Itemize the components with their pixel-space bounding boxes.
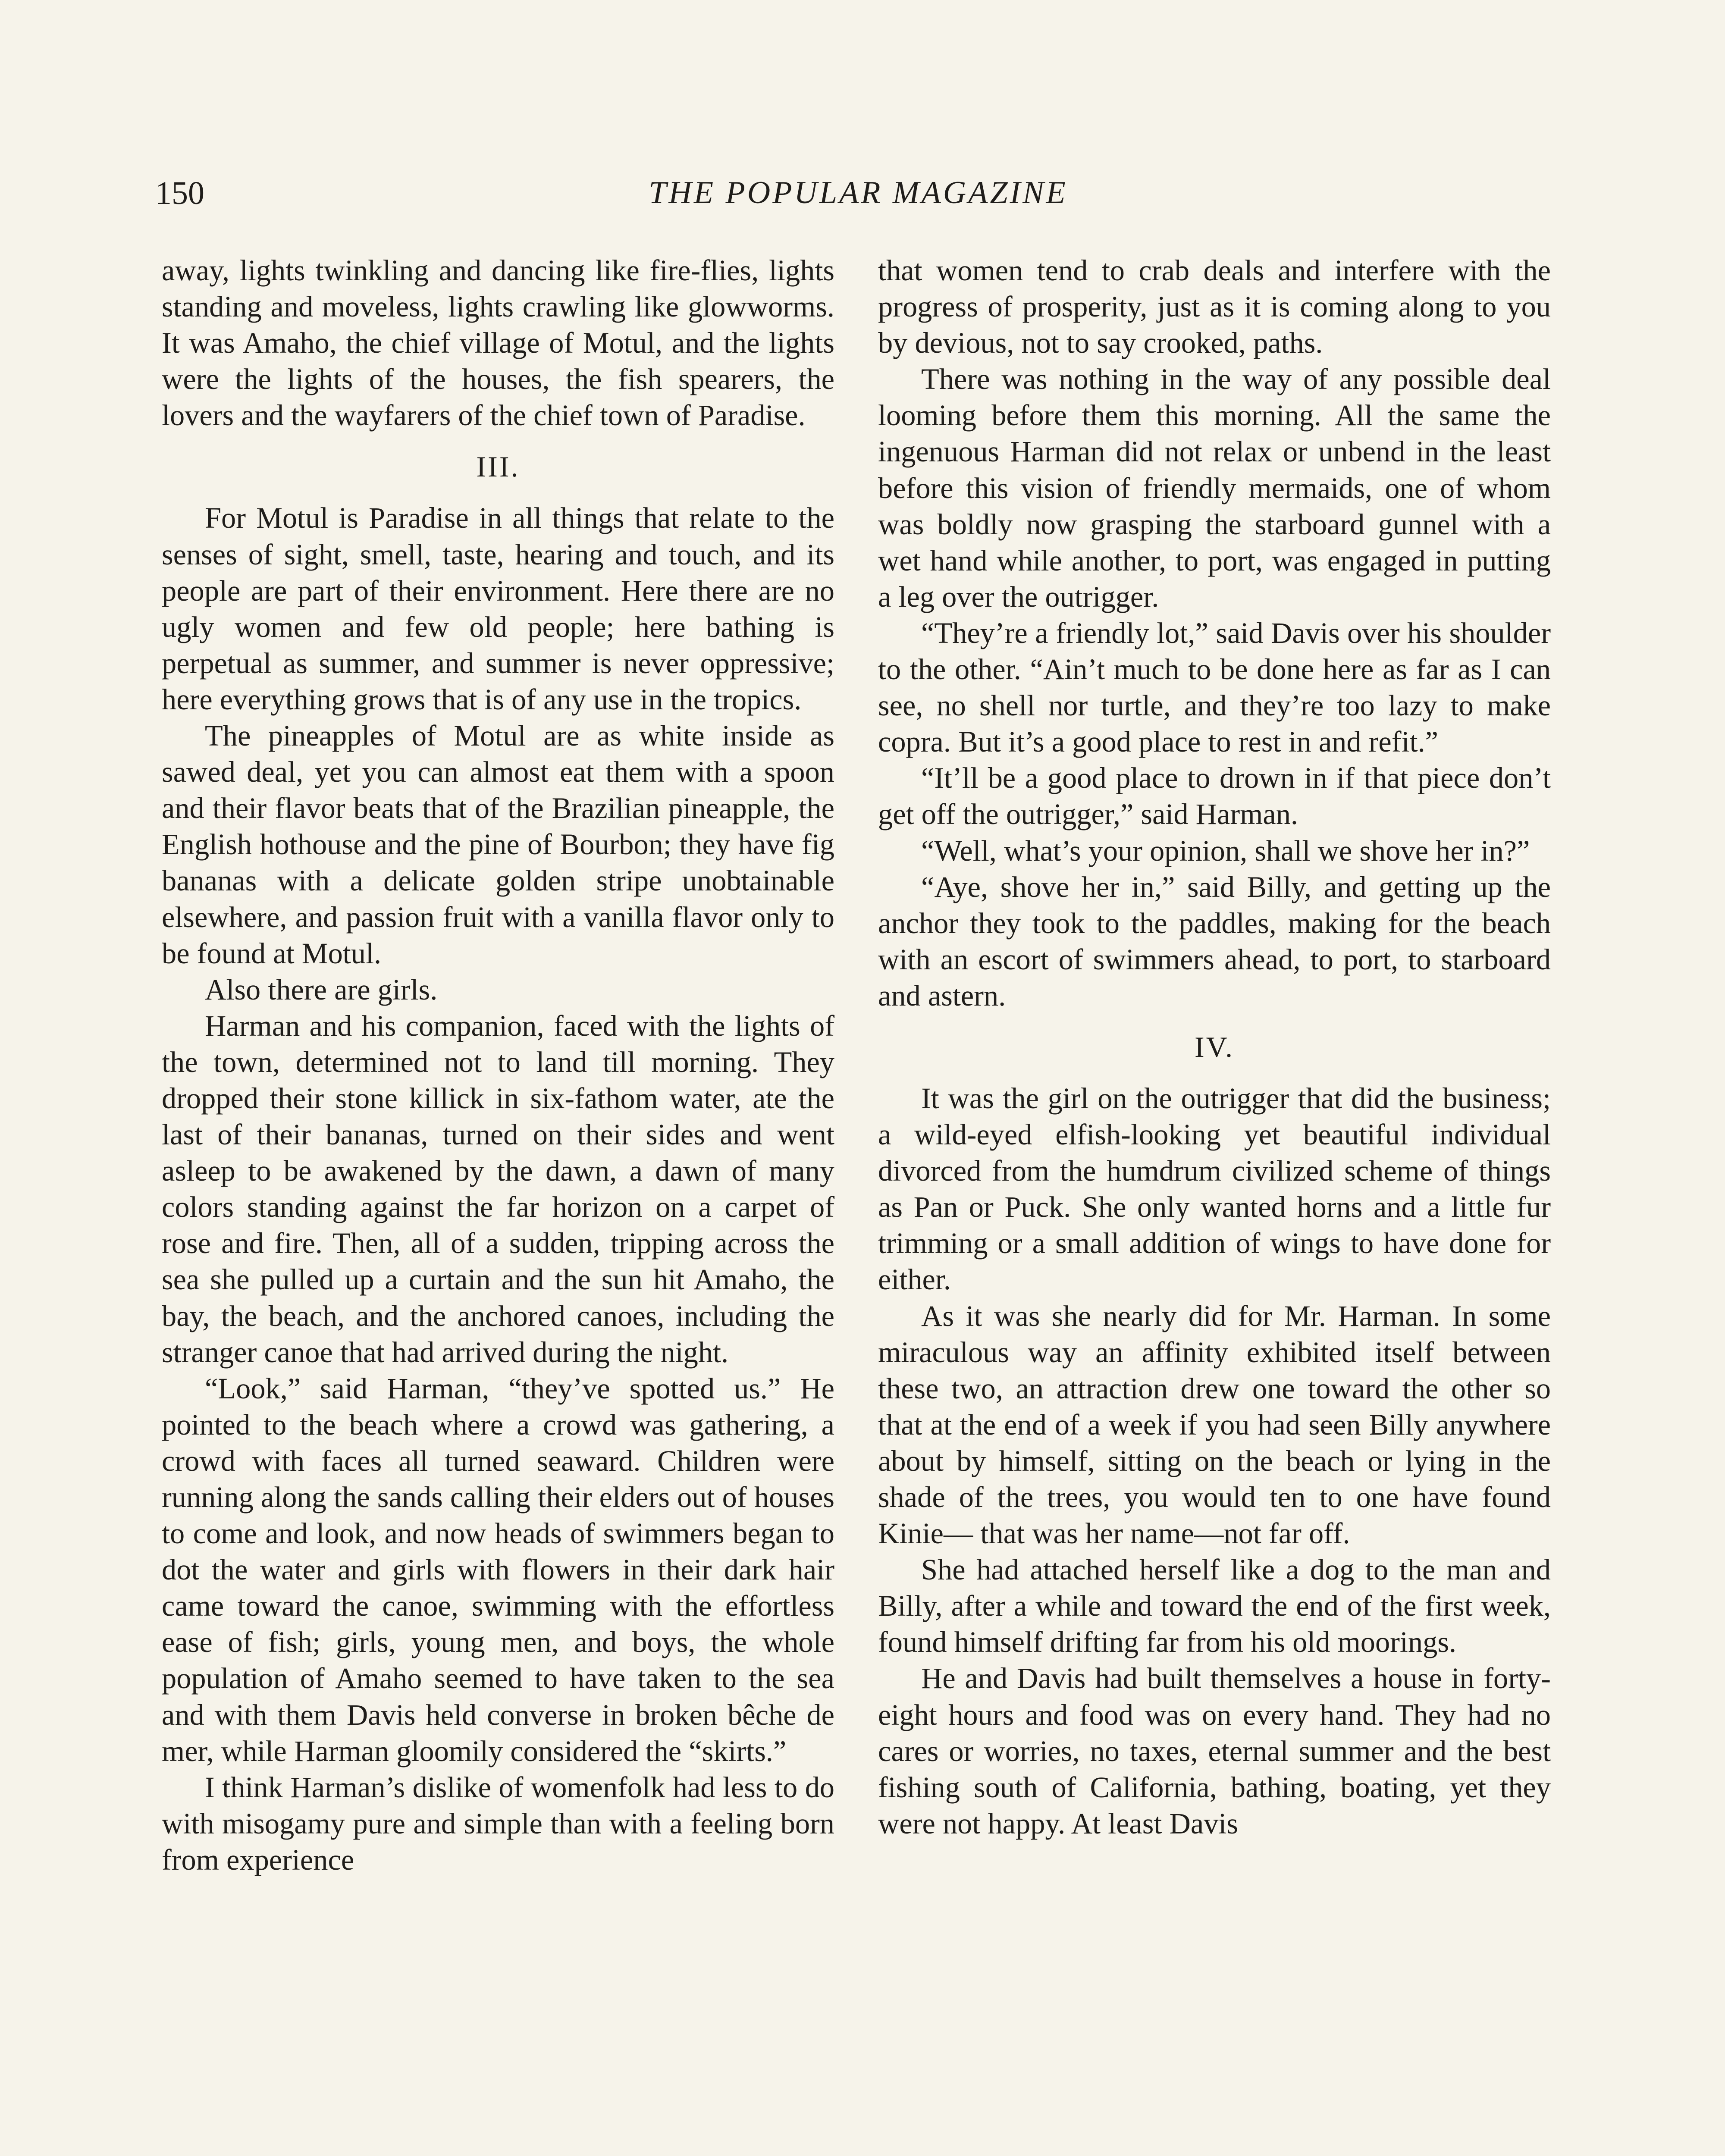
paragraph: Harman and his companion, faced with the lights of the town, determined not to land till morning. They dropped their stone killick in six-fathom water, ate the last of their bananas, turned on their sides and went asleep to be awakened by the dawn, a dawn of many colors standing against the far horizon on a carpet of rose and fire. Then, all of a sudden, tripping across the sea she pulled up a curtain and the sun hit Amaho, the bay, the beach, and the anchored canoes, including the stranger canoe that had arrived during the night. — [162, 1009, 834, 1369]
paragraph: that women tend to crab deals and interfere with the progress of prosperity, just as it is coming along to you by devious, not to say crooked, paths. — [878, 254, 1551, 360]
paragraph: “Well, what’s your opinion, shall we shove her in?” — [921, 834, 1530, 867]
page-number: 150 — [155, 175, 204, 211]
paragraph: For Motul is Paradise in all things that relate to the senses of sight, smell, taste, hearing and touch, and its people are part of their environment. Here there are no ugly women and few old people; here bathing is perpetual as summer, and summer is never oppressive; here everything grows that is of any use in the tropics. — [162, 501, 834, 716]
paragraph: Also there are girls. — [205, 973, 438, 1006]
paragraph: “Aye, shove her in,” said Billy, and getting up the anchor they took to the paddles, making for the beach with an escort of swimmers ahead, to port, to starboard and astern. — [878, 870, 1551, 1012]
paragraph: “It’ll be a good place to drown in if that piece don’t get off the outrigger,” said Harman. — [878, 761, 1551, 831]
paragraph: “Look,” said Harman, “they’ve spotted us.” He pointed to the beach where a crowd was gathering, a crowd with faces all turned seaward. Children were running along the sands calling their elders out of houses to come and look, and now heads of swimmers began to dot the water and girls with flowers in their dark hair came toward the canoe, swimming with the effortless ease of fish; girls, young men, and boys, the whole population of Amaho seemed to have taken to the sea and with them Davis held converse in broken bêche de mer, while Harman gloomily considered the “skirts.” — [162, 1372, 834, 1767]
paragraph: As it was she nearly did for Mr. Harman. In some miraculous way an affinity exhibited itself between these two, an attraction drew one toward the other so that at the end of a week if you had seen Billy anywhere about by himself, sitting on the beach or lying in the shade of the trees, you would ten to one have found Kinie— that was her name—not far off. — [878, 1299, 1551, 1550]
section-heading: III. — [476, 450, 520, 483]
section-heading: IV. — [1195, 1030, 1234, 1063]
right-column — [878, 252, 1551, 1842]
paragraph: She had attached herself like a dog to the man and Billy, after a while and toward the end of the first week, found himself drifting far from his old moorings. — [878, 1553, 1551, 1659]
magazine-title: THE POPULAR MAGAZINE — [649, 175, 1068, 210]
paragraph: There was nothing in the way of any possible deal looming before them this morning. All the same the ingenuous Harman did not relax or unbend in the least before this vision of friendly mermaids, one of whom was boldly now grasping the starboard gunnel with a wet hand while another, to port, was engaged in putting a leg over the outrigger. — [878, 363, 1551, 613]
paragraph: The pineapples of Motul are as white inside as sawed deal, yet you can almost eat them with a spoon and their flavor beats that of the Brazilian pineapple, the English hothouse and the pine of Bourbon; they have fig bananas with a delicate golden stripe unobtainable elsewhere, and passion fruit with a vanilla flavor only to be found at Motul. — [162, 719, 834, 970]
running-head — [155, 175, 1561, 222]
paragraph: away, lights twinkling and dancing like fire-flies, lights standing and moveless, lights crawling like glowworms. It was Amaho, the chief village of Motul, and the lights were the lights of the houses, the fish spearers, the lovers and the wayfarers of the chief town of Paradise. — [162, 254, 834, 432]
paragraph: “They’re a friendly lot,” said Davis over his shoulder to the other. “Ain’t much to be done here as far as I can see, no shell nor turtle, and they’re too lazy to make copra. But it’s a good place to rest in and refit.” — [878, 616, 1551, 758]
paragraph: He and Davis had built themselves a house in forty-eight hours and food was on every hand. They had no cares or worries, no taxes, eternal summer and the best fishing south of California, bathing, boating, yet they were not happy. At least Davis — [878, 1662, 1551, 1840]
paragraph: I think Harman’s dislike of womenfolk had less to do with misogamy pure and simple than with a feeling born from experience — [162, 1771, 834, 1876]
paragraph: It was the girl on the outrigger that did the business; a wild-eyed elfish-looking yet beautiful individual divorced from the humdrum civilized scheme of things as Pan or Puck. She only wanted horns and a little fur trimming or a small addition of wings to have done for either. — [878, 1081, 1551, 1296]
left-column — [162, 252, 834, 1878]
